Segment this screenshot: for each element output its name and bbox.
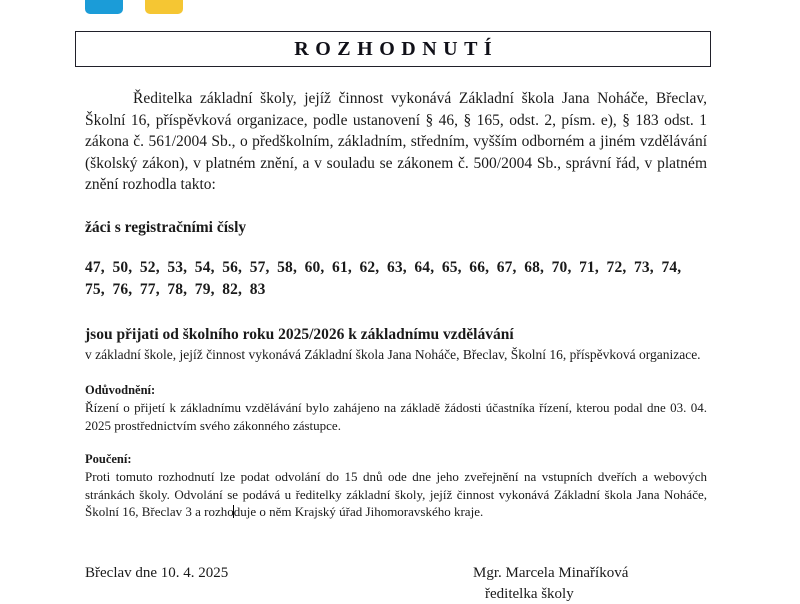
justification-section	[85, 382, 707, 434]
justification-title: Odůvodnění:	[85, 383, 156, 397]
instruction-section	[85, 451, 707, 521]
place-and-date: Břeclav dne 10. 4. 2025	[85, 565, 229, 581]
registration-numbers: 47, 50, 52, 53, 54, 56, 57, 58, 60, 61, 62, 63, 64, 65, 66, 67, 68, 70, 71, 72, 73, 74, 75, 76, 77, 78, 79, 82, 83	[85, 259, 682, 298]
document-title-box	[75, 31, 711, 67]
page-title: ROZHODNUTÍ	[294, 37, 499, 60]
admission-body: v základní škole, jejíž činnost vykonává Základní škola Jana Noháče, Břeclav, Školní 16, příspěvková organizace.	[85, 347, 701, 362]
school-logo	[85, 0, 183, 14]
document-footer	[85, 563, 707, 603]
justification-body: Řízení o přijetí k základnímu vzdělávání bylo zahájeno na základě žádosti účastníka řízení, kterou podal dne 03. 04. 2025 prostřednictvím svého zákonného zástupce.	[85, 400, 707, 433]
instruction-body[interactable]	[85, 468, 707, 521]
admission-heading: jsou přijati od školního roku 2025/2026 k základnímu vzdělávání	[85, 326, 514, 343]
instruction-title: Poučení:	[85, 452, 132, 466]
registration-heading: žáci s registračními čísly	[85, 218, 247, 236]
document-body	[85, 88, 707, 521]
instruction-body-after-caret: duje o něm Krajský úřad Jihomoravského kraje.	[233, 504, 484, 519]
logo-block-blue-icon	[85, 0, 123, 14]
intro-paragraph: Ředitelka základní školy, jejíž činnost vykonává Základní škola Jana Noháče, Břeclav, Školní 16, příspěvková organizace, podle ustanovení § 46, § 165, odst. 2, písm. e), § 183 odst. 1 zákona č. 561/2004 Sb., o předškolním, základním, středním, vyšším odborném a jiném vzdělávání (školský zákon), v platném znění, a v souladu se zákonem č. 500/2004 Sb., správní řád, v platném znění rozhodla takto:	[85, 90, 707, 193]
signatory-role: ředitelka školy	[485, 586, 574, 602]
logo-block-yellow-icon	[145, 0, 183, 14]
instruction-body-before-caret: Proti tomuto rozhodnutí lze podat odvolání do 15 dnů ode dne jeho zveřejnění na vstupních dveřích a webových stránkách školy. Odvolání se podává u ředitelky základní školy, jejíž činnost vykonává Základní škola Jana Noháče, Školní 16, Břeclav 3 a rozho	[85, 469, 707, 519]
signatory-name: Mgr. Marcela Minaříková	[473, 565, 629, 581]
